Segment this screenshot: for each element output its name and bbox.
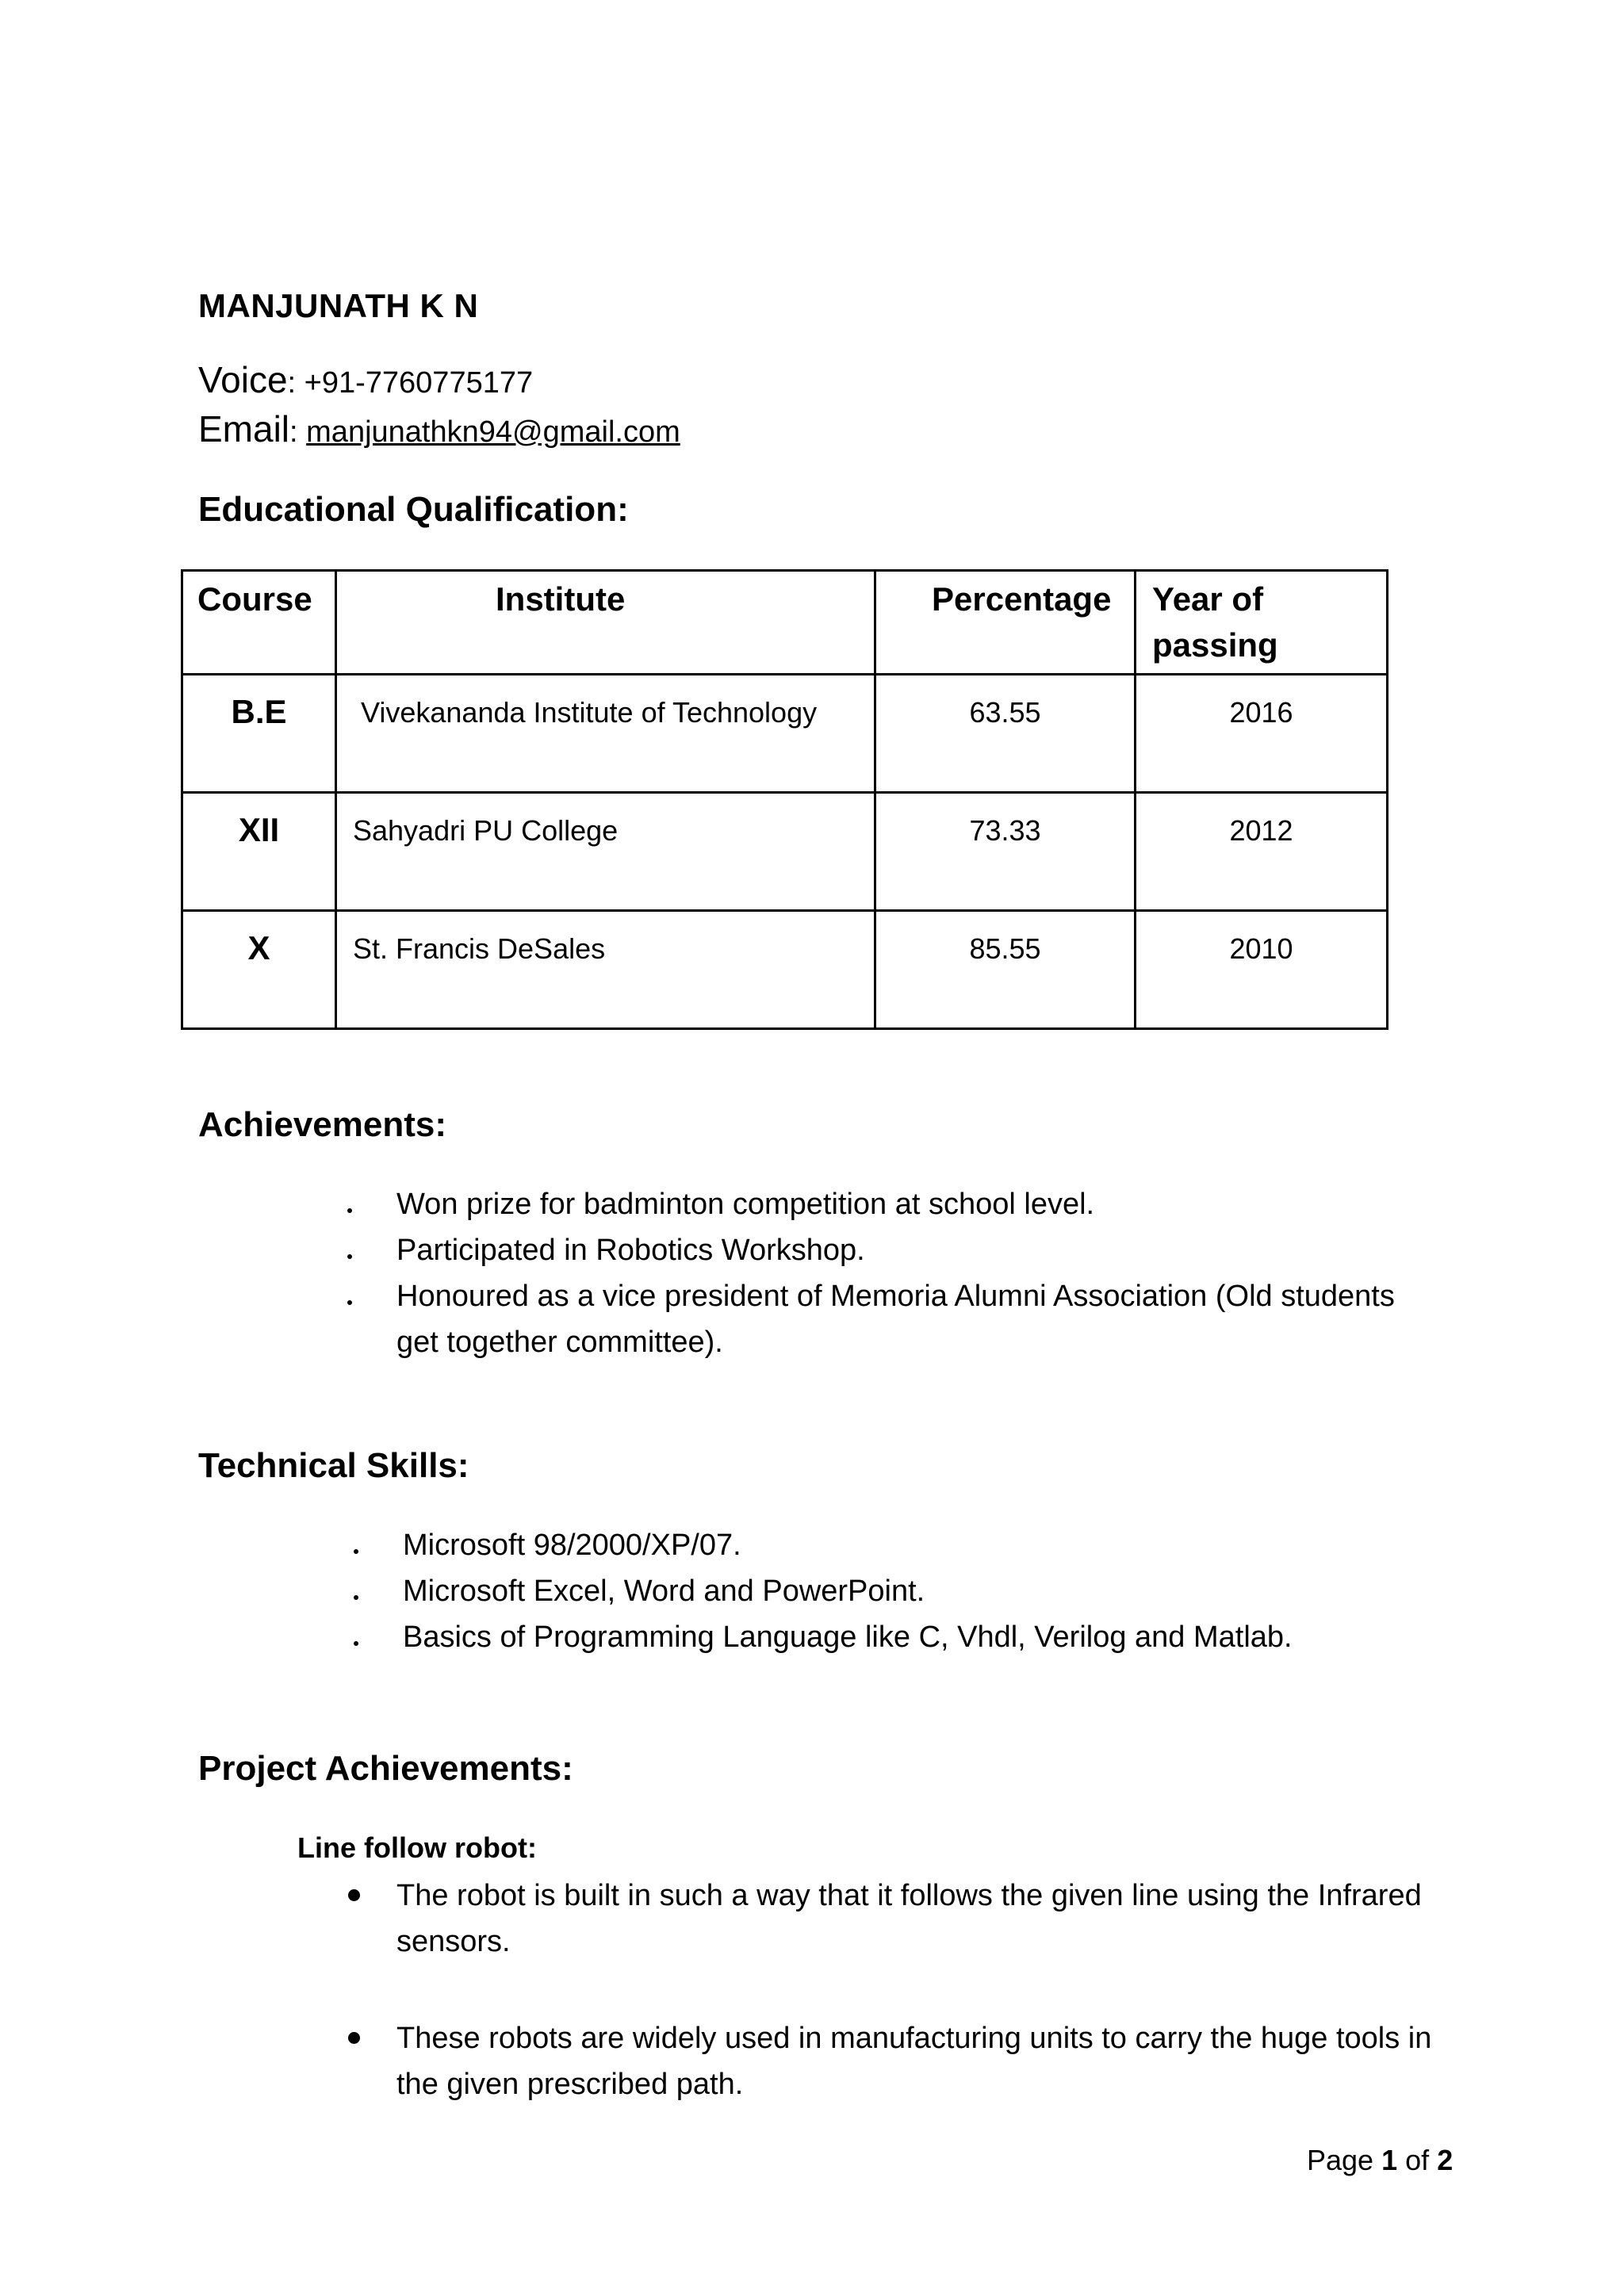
email-label: Email [198,408,290,450]
institute-cell: St. Francis DeSales [336,911,875,1029]
course-cell: B.E [182,675,336,793]
technical-skills-heading: Technical Skills: [198,1446,469,1485]
list-item: These robots are widely used in manufacturing units to carry the huge tools in the given prescribed path. [396,2015,1459,2107]
percentage-cell: 85.55 [875,911,1136,1029]
percentage-cell: 73.33 [875,793,1136,911]
column-header: Course [182,571,336,675]
table-header-row [182,571,1388,675]
column-header: Year of passing [1136,571,1388,675]
skills-list [403,1522,1434,1660]
institute-cell: Sahyadri PU College [336,793,875,911]
email-link[interactable]: manjunathkn94@gmail.com [306,415,680,449]
list-item: The robot is built in such a way that it follows the given line using the Infrared sensors. [396,1873,1459,1965]
email-line: Email: manjunathkn94@gmail.com [198,408,680,450]
voice-value: +91-7760775177 [304,366,534,400]
list-item: Microsoft 98/2000/XP/07. [403,1522,1434,1568]
column-header: Percentage [875,571,1136,675]
voice-label: Voice [198,359,288,400]
education-table [181,569,1388,1030]
achievements-heading: Achievements: [198,1105,447,1144]
year-cell: 2012 [1136,793,1388,911]
list-item: Microsoft Excel, Word and PowerPoint. [403,1568,1434,1614]
table-row [182,793,1388,911]
project-title: Line follow robot: [297,1831,537,1864]
percentage-cell: 63.55 [875,675,1136,793]
list-item: Won prize for badminton competition at school level. [396,1181,1427,1227]
project-achievements-heading: Project Achievements: [198,1749,573,1788]
education-heading: Educational Qualification: [198,490,629,529]
year-cell: 2016 [1136,675,1388,793]
list-item: Participated in Robotics Workshop. [396,1227,1427,1273]
institute-cell: Vivekananda Institute of Technology [336,675,875,793]
achievements-list [396,1181,1427,1365]
year-cell: 2010 [1136,911,1388,1029]
course-cell: X [182,911,336,1029]
table-row [182,675,1388,793]
course-cell: XII [182,793,336,911]
list-item: Honoured as a vice president of Memoria Alumni Association (Old students get together committee). [396,1273,1427,1365]
candidate-name: MANJUNATH K N [198,287,479,324]
page-number: Page 1 of 2 [1307,2144,1454,2176]
project-list [396,1873,1459,2107]
list-item: Basics of Programming Language like C, Vhdl, Verilog and Matlab. [403,1614,1434,1660]
column-header: Institute [336,571,875,675]
voice-line: Voice: +91-7760775177 [198,359,534,400]
table-row [182,911,1388,1029]
